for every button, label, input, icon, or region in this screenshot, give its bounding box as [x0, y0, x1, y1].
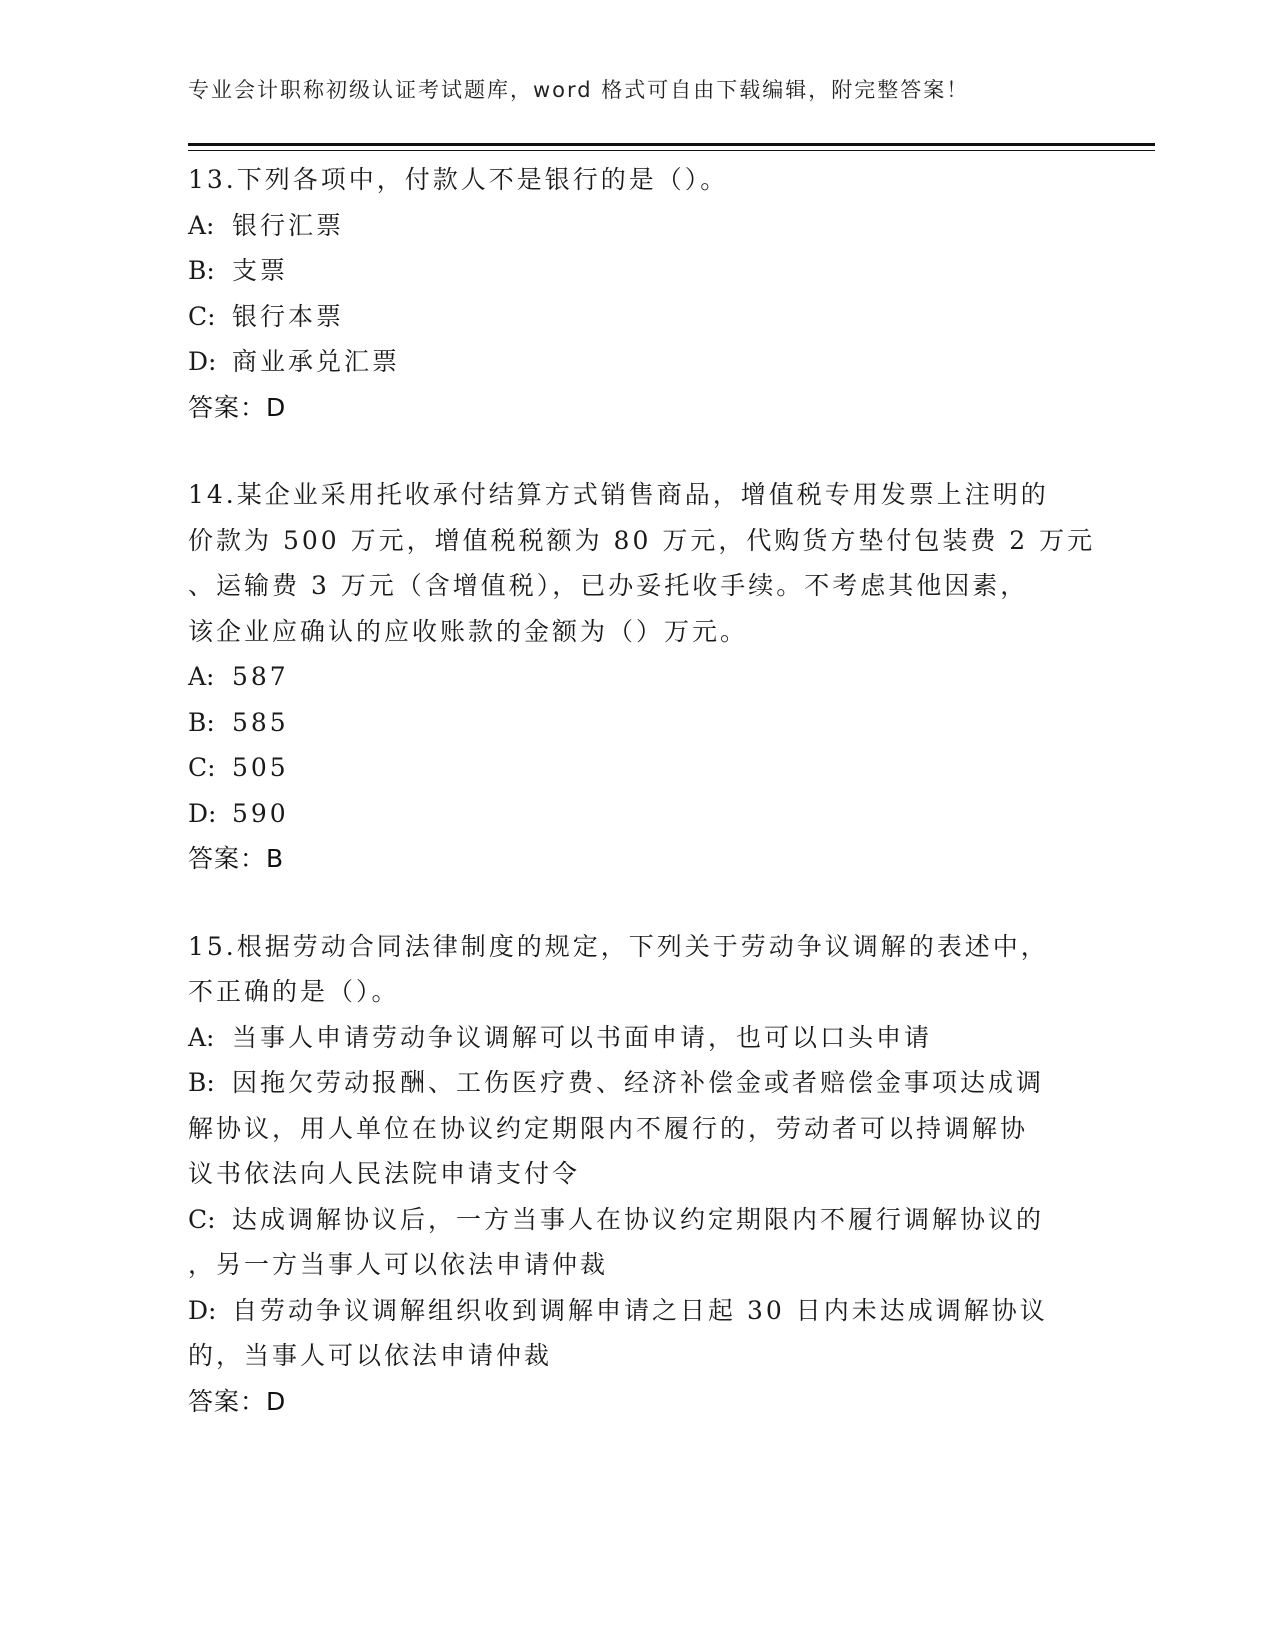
option-c	[188, 1197, 1088, 1243]
option-d	[188, 339, 1088, 385]
option-letter: D:	[188, 1295, 217, 1325]
option-c-continued: ，另一方当事人可以依法申请仲裁	[188, 1250, 609, 1279]
question-stem-line: 、运输费 3 万元（含增值税），已办妥托收手续。不考虑其他因素，	[188, 571, 1029, 600]
option-letter: A:	[188, 210, 215, 240]
option-c	[188, 745, 1088, 791]
option-text: 585	[232, 707, 289, 737]
question-15	[188, 924, 1088, 1425]
option-b-continued: 议书依法向人民法院申请支付令	[188, 1159, 581, 1188]
question-stem-line: 价款为 500 万元，增值税税额为 80 万元，代购货方垫付包装费 2 万元	[188, 525, 1096, 555]
option-letter: C:	[188, 301, 216, 331]
option-c	[188, 294, 1088, 340]
option-d	[188, 1288, 1088, 1334]
option-text: 银行汇票	[232, 210, 345, 240]
option-letter: A:	[188, 662, 215, 691]
option-a	[188, 1015, 1088, 1061]
option-text: 银行本票	[232, 301, 345, 331]
question-14	[188, 472, 1096, 882]
option-text: 505	[232, 753, 289, 782]
option-text: 自劳动争议调解组织收到调解申请之日起 30 日内未达成调解协议	[232, 1295, 1048, 1325]
answer-label: 答案：D	[188, 392, 287, 422]
option-d-continued: 的，当事人可以依法申请仲裁	[188, 1341, 553, 1370]
question-list	[188, 157, 1096, 1466]
option-letter: D:	[188, 798, 217, 828]
option-b	[188, 248, 1088, 294]
option-d	[188, 791, 1088, 837]
question-stem-line: 13.下列各项中，付款人不是银行的是（）。	[188, 165, 729, 194]
answer-label: 答案：B	[188, 844, 285, 873]
question-stem-line: 15.根据劳动合同法律制度的规定，下列关于劳动争议调解的表述中，	[188, 931, 1049, 961]
option-letter: B:	[188, 1068, 215, 1097]
option-text: 当事人申请劳动争议调解可以书面申请，也可以口头申请	[232, 1022, 933, 1052]
option-text: 商业承兑汇票	[232, 347, 401, 376]
option-text: 支票	[232, 256, 289, 285]
option-letter: A:	[188, 1022, 215, 1052]
option-text: 587	[232, 662, 289, 691]
question-stem-line: 该企业应确认的应收账款的金额为（）万元。	[188, 616, 749, 646]
option-b	[188, 1060, 1088, 1106]
option-letter: B:	[188, 256, 215, 285]
option-text: 因拖欠劳动报酬、工伤医疗费、经济补偿金或者赔偿金事项达成调	[232, 1068, 1045, 1097]
option-letter: C:	[188, 1204, 216, 1234]
page-header: 专业会计职称初级认证考试题库，word 格式可自由下载编辑，附完整答案！	[188, 78, 970, 102]
option-a	[188, 654, 1088, 700]
option-a	[188, 203, 1088, 249]
option-letter: D:	[188, 347, 217, 376]
header-rule-thick	[188, 143, 1155, 146]
header-rule-thin	[188, 150, 1155, 151]
option-b-continued: 解协议，用人单位在协议约定期限内不履行的，劳动者可以持调解协	[188, 1113, 1029, 1143]
option-text: 590	[232, 798, 289, 828]
question-13	[188, 157, 1088, 430]
option-letter: B:	[188, 707, 215, 737]
option-b	[188, 700, 1088, 746]
answer-label: 答案：D	[188, 1386, 287, 1416]
option-letter: C:	[188, 753, 216, 782]
option-text: 达成调解协议后，一方当事人在协议约定期限内不履行调解协议的	[232, 1204, 1045, 1234]
question-stem-line: 不正确的是（）。	[188, 977, 400, 1006]
question-stem-line: 14.某企业采用托收承付结算方式销售商品，增值税专用发票上注明的	[188, 480, 1049, 509]
